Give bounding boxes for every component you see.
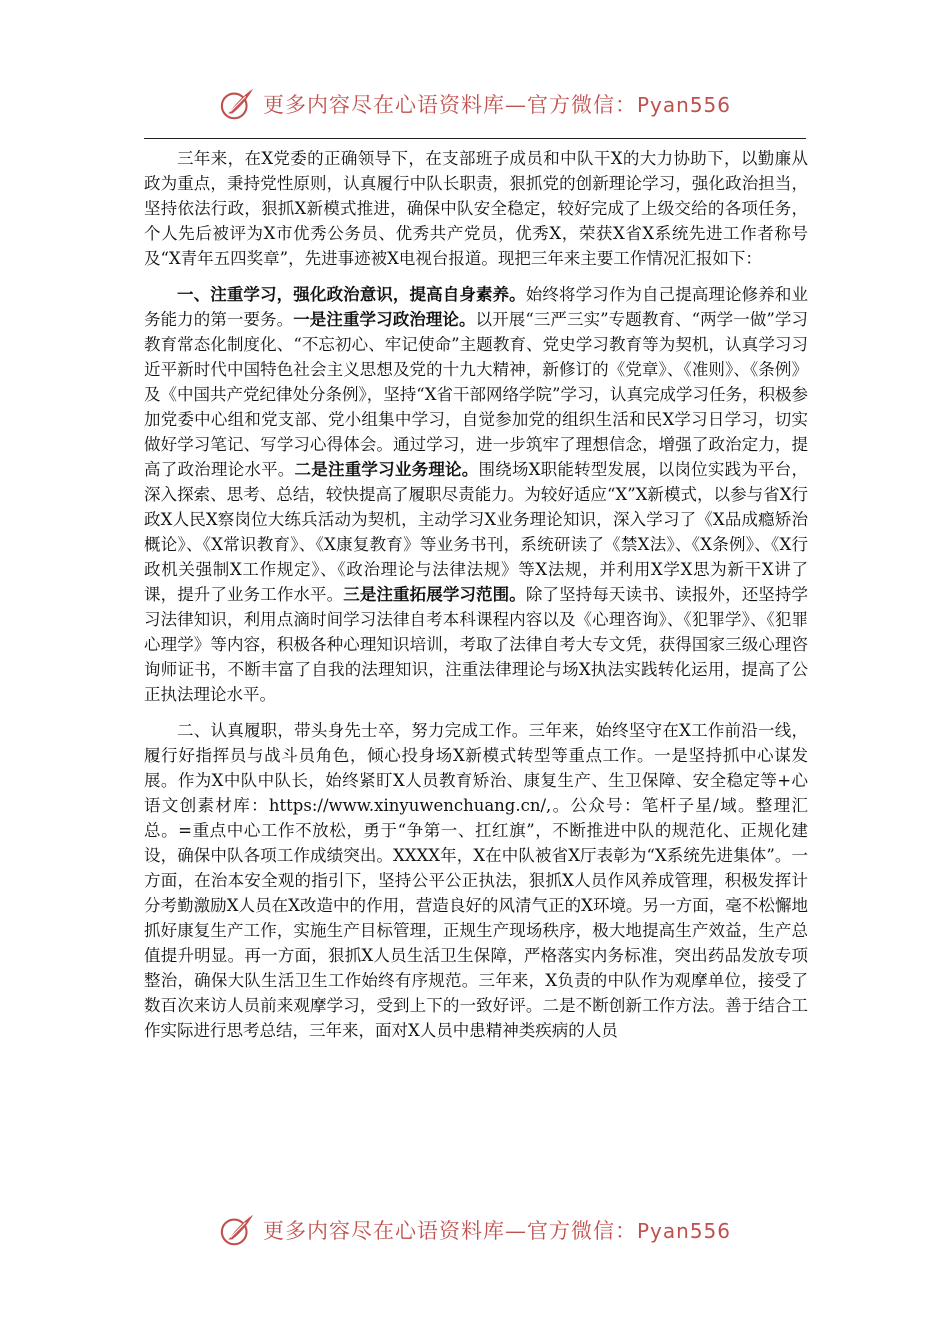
section-two-paragraph: 二、认真履职，带头身先士卒，努力完成工作。三年来，始终坚守在X工作前沿一线，履行好指挥员与战斗员角色，倾心投身场X新模式转型等重点工作。一是坚持抓中心谋发展。作为X中队中队长，始终紧盯X人员教育矫治、康复生产、生卫保障、安全稳定等+心语文创素材库：https://www.xinyuwenchuang.cn/,。公众号：笔杆子星/域。整理汇总。=重点中心工作不放松，勇于“争第一、扛红旗”，不断推进中队的规范化、正规化建设，确保中队各项工作成绩突出。XXXX年，X在中队被省X厅表彰为“X系统先进集体”。一方面，在治本安全观的指引下，坚持公平公正执法，狠抓X人员作风养成管理，积极发挥计分考勤激励X人员在X改造中的作用，营造良好的风清气正的X环境。另一方面，毫不松懈地抓好康复生产工作，实施生产目标管理，正规生产现场秩序，极大地提高生产效益，生产总值提升明显。再一方面，狠抓X人员生活卫生保障，严格落实内务标准，突出药品发放专项整治，确保大队生活卫生工作始终有序规范。三年来，X负责的中队作为观摩单位，接受了数百次来访人员前来观摩学习，受到上下的一致好评。二是不断创新工作方法。善于结合工作实际进行思考总结，三年来，面对X人员中患精神类疾病的人员	[144, 721, 808, 1040]
banner-text: 更多内容尽在心语资料库—官方微信：Pyan556	[262, 1219, 731, 1243]
header-banner	[0, 82, 950, 126]
intro-paragraph: 三年来，在X党委的正确领导下，在支部班子成员和中队干X的大力协助下，以勤廉从政为重点，秉持党性原则，认真履行中队长职责，狠抓党的创新理论学习，强化政治担当，坚持依法行政，狠抓X新模式推进，确保中队安全稳定，较好完成了上级交给的各项任务，个人先后被评为X市优秀公务员、优秀共产党员，优秀X，荣获X省X系统先进工作者称号及“X青年五四奖章”，先进事迹被X电视台报道。现把三年来主要工作情况汇报如下：	[144, 149, 808, 268]
subpoint-three: 三是注重拓展学习范围。	[343, 585, 526, 604]
section-one-heading: 一、注重学习，强化政治意识，提高自身素养。	[177, 285, 526, 304]
quill-pen-logo-icon	[219, 1211, 257, 1249]
wechat-id: Pyan556	[636, 93, 731, 117]
quill-pen-logo-icon	[219, 85, 257, 123]
wechat-id: Pyan556	[636, 1219, 731, 1243]
banner-text: 更多内容尽在心语资料库—官方微信：Pyan556	[262, 93, 731, 117]
subpoint-one: 一是注重学习政治理论。	[293, 310, 476, 329]
footer-banner	[0, 1208, 950, 1252]
section-one-paragraph: 一、注重学习，强化政治意识，提高自身素养。始终将学习作为自己提高理论修养和业务能力的第一要务。一是注重学习政治理论。以开展“三严三实”专题教育、“两学一做”学习教育常态化制度化、“不忘初心、牢记使命”主题教育、党史学习教育等为契机，认真学习习近平新时代中国特色社会主义思想及党的十九大精神，新修订的《党章》、《准则》、《条例》及《中国共产党纪律处分条例》，坚持“X省干部网络学院”学习，认真完成学习任务，积极参加党委中心组和党支部、党小组集中学习，自觉参加党的组织生活和民X学习日学习，切实做好学习笔记、写学习心得体会。通过学习，进一步筑牢了理想信念，增强了政治定力，提高了政治理论水平。二是注重学习业务理论。围绕场X职能转型发展，以岗位实践为平台，深入探索、思考、总结，较快提高了履职尽责能力。为较好适应“X”X新模式，以参与省X行政X人民X察岗位大练兵活动为契机，主动学习X业务理论知识，深入学习了《X品成瘾矫治概论》、《X常识教育》、《X康复教育》等业务书刊，系统研读了《禁X法》、《X条例》、《X行政机关强制X工作规定》、《政治理论与法律法规》等X法规，并利用X学X思为新干X讲了课，提升了业务工作水平。三是注重拓展学习范围。除了坚持每天读书、读报外，还坚持学习法律知识，利用点滴时间学习法律自考本科课程内容以及《心理咨询》、《犯罪学》、《犯罪心理学》等内容，积极各种心理知识培训，考取了法律自考大专文凭，获得国家三级心理咨询师证书，不断丰富了自我的法理知识，注重法律理论与场X执法实践转化运用，提高了公正执法理论水平。	[144, 285, 809, 704]
header-divider	[144, 138, 806, 139]
document-body	[144, 146, 808, 1054]
subpoint-two: 二是注重学习业务理论。	[294, 460, 479, 479]
